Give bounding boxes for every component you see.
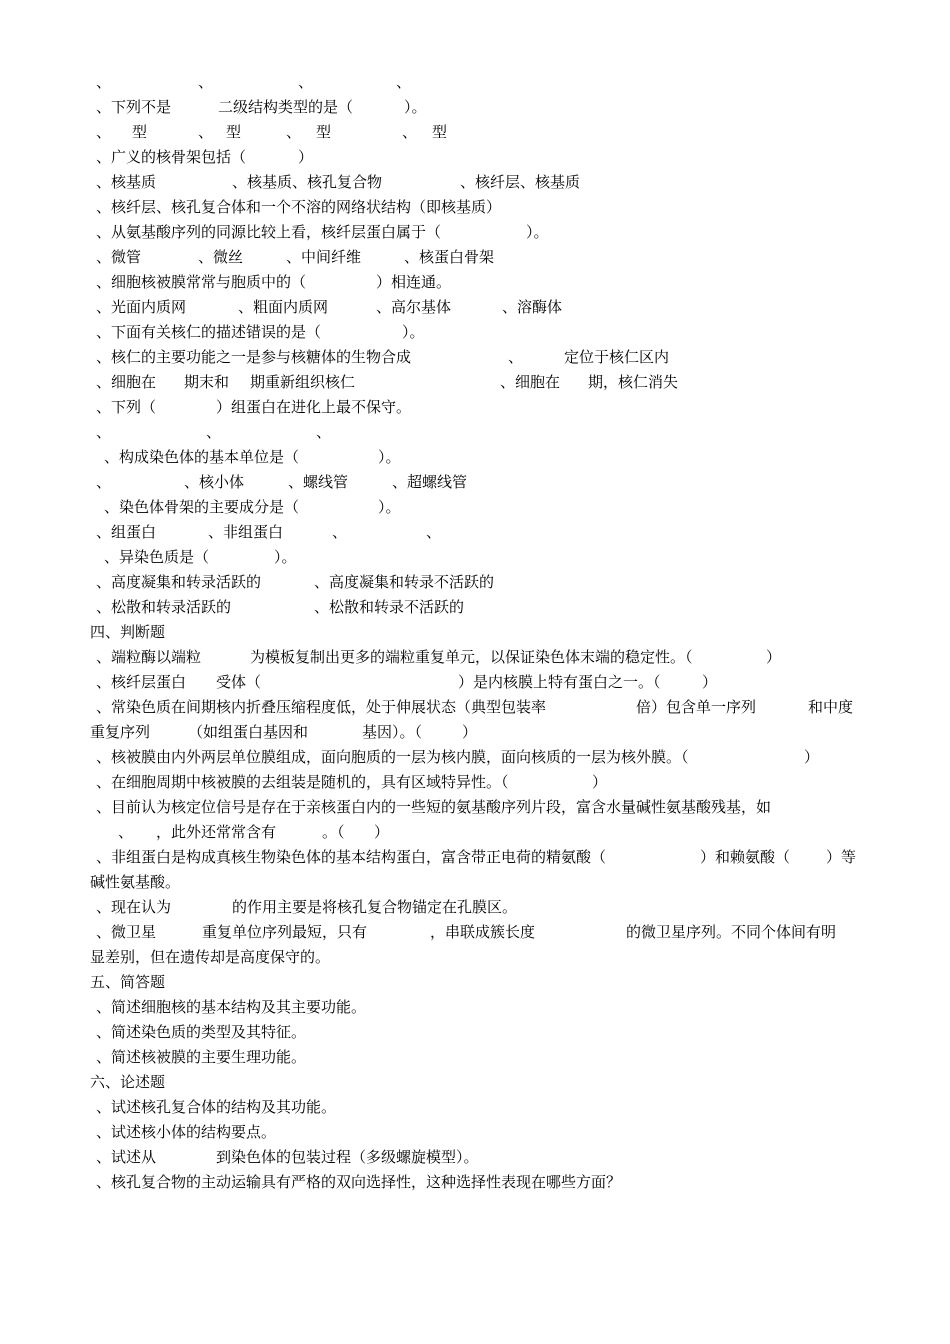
text-line: 重复序列 <box>90 723 151 741</box>
text-line: 、核孔复合物的主动运输具有严格的双向选择性，这种选择性表现在哪些方面？ <box>96 1173 622 1191</box>
text-line: 、核纤层蛋白 <box>96 673 187 691</box>
text-line: 型 <box>432 123 448 141</box>
text-line: 、 <box>96 473 112 491</box>
text-line: 、核纤层、核基质 <box>460 173 581 191</box>
text-line: 基因）。（ <box>362 723 423 741</box>
text-line: 、试述从 <box>96 1148 157 1166</box>
text-line: ） <box>766 648 782 666</box>
text-line: 期末和 <box>184 373 230 391</box>
text-line: 、核基质 <box>96 173 157 191</box>
text-line: 、 <box>96 123 112 141</box>
text-line: 到染色体的包装过程（多级螺旋模型）。 <box>216 1148 479 1166</box>
text-line: 、试述核孔复合体的结构及其功能。 <box>96 1098 337 1116</box>
text-line: 、 <box>508 348 524 366</box>
text-line: ）。 <box>274 548 297 566</box>
section-heading: 五、简答题 <box>90 973 166 991</box>
text-line: 、微管 <box>96 248 142 266</box>
text-line: 、松散和转录不活跃的 <box>314 598 465 616</box>
text-line: ）。 <box>402 323 425 341</box>
text-line: 、高度凝集和转录活跃的 <box>96 573 262 591</box>
text-line: ）等 <box>826 848 857 866</box>
text-line: 型 <box>226 123 242 141</box>
text-line: ）。 <box>526 223 549 241</box>
text-line: 的微卫星序列。不同个体间有明 <box>626 923 837 941</box>
text-line: 。（ <box>322 823 345 841</box>
text-line: ，此外还常常含有 <box>156 823 277 841</box>
text-line: 、光面内质网 <box>96 298 187 316</box>
text-line: 、核纤层、核孔复合体和一个不溶的网络状结构（即核基质） <box>96 198 502 216</box>
text-line: 、细胞在 <box>500 373 561 391</box>
text-line: 、 <box>198 123 214 141</box>
text-line: 、试述核小体的结构要点。 <box>96 1123 277 1141</box>
text-line: 、溶酶体 <box>502 298 563 316</box>
text-line: 受体（ <box>216 673 262 691</box>
text-line: 定位于核仁区内 <box>564 348 670 366</box>
text-line: 、微丝 <box>198 248 244 266</box>
text-line: ） <box>592 773 608 791</box>
text-line: 、简述核被膜的主要生理功能。 <box>96 1048 307 1066</box>
text-line: ） <box>462 723 478 741</box>
text-line: 、下面有关核仁的描述错误的是（ <box>96 323 322 341</box>
text-line: 、组蛋白 <box>96 523 157 541</box>
text-line: 、 <box>298 73 314 91</box>
text-line: 、 <box>426 523 442 541</box>
text-line: 、下列不是 <box>96 98 172 116</box>
text-line: ，串联成簇长度 <box>430 923 536 941</box>
text-line: （如组蛋白基因和 <box>188 723 309 741</box>
text-line: 、细胞核被膜常常与胞质中的（ <box>96 273 307 291</box>
text-line: 倍）包含单一序列 <box>636 698 757 716</box>
text-line: 碱性氨基酸。 <box>90 873 181 891</box>
text-line: 、目前认为核定位信号是存在于亲核蛋白内的一些短的氨基酸序列片段，富含水量碱性氨基酸残基，如 <box>96 798 772 816</box>
text-line: 、高度凝集和转录不活跃的 <box>314 573 495 591</box>
text-line: 的作用主要是将核孔复合物锚定在孔膜区。 <box>232 898 518 916</box>
text-line: 、核被膜由内外两层单位膜组成，面向胞质的一层为核内膜，面向核质的一层为核外膜。（ <box>96 748 689 766</box>
text-line: 和中度 <box>808 698 854 716</box>
text-line: 、超螺线管 <box>392 473 468 491</box>
text-line: 、 <box>286 123 302 141</box>
text-line: 显差别，但在遗传却是高度保守的。 <box>90 948 331 966</box>
text-line: 型 <box>132 123 148 141</box>
text-line: 、 <box>96 73 112 91</box>
section-heading: 四、判断题 <box>90 623 166 641</box>
text-line: ）和赖氨酸（ <box>700 848 791 866</box>
text-line: 、异染色质是（ <box>104 548 210 566</box>
text-line: ）相连通。 <box>376 273 452 291</box>
text-line: 、 <box>316 423 332 441</box>
text-line: ） <box>374 823 390 841</box>
text-line: 、现在认为 <box>96 898 172 916</box>
text-line: ）。 <box>378 448 401 466</box>
text-line: 期，核仁消失 <box>588 373 679 391</box>
text-line: ）组蛋白在进化上最不保守。 <box>216 398 412 416</box>
text-line: 、 <box>206 423 222 441</box>
text-line: ） <box>298 148 314 166</box>
text-line: 、高尔基体 <box>376 298 452 316</box>
text-line: 、下列（ <box>96 398 157 416</box>
text-line: 、非组蛋白 <box>208 523 284 541</box>
text-line: 、粗面内质网 <box>238 298 329 316</box>
text-line: 、核基质、核孔复合物 <box>232 173 383 191</box>
text-line: 、 <box>96 423 112 441</box>
text-line: 、微卫星 <box>96 923 157 941</box>
text-line: 期重新组织核仁 <box>250 373 356 391</box>
text-line: ）。 <box>404 98 427 116</box>
text-line: 二级结构类型的是（ <box>218 98 354 116</box>
text-line: 、简述细胞核的基本结构及其主要功能。 <box>96 998 367 1016</box>
text-line: 、螺线管 <box>288 473 349 491</box>
text-line: 、核蛋白骨架 <box>404 248 495 266</box>
text-line: 、中间纤维 <box>286 248 362 266</box>
text-line: 、广义的核骨架包括（ <box>96 148 247 166</box>
text-line: 、染色体骨架的主要成分是（ <box>104 498 300 516</box>
text-line: 、 <box>118 823 134 841</box>
text-line: 、 <box>198 73 214 91</box>
text-line: 为模板复制出更多的端粒重复单元，以保证染色体末端的稳定性。（ <box>250 648 693 666</box>
text-line: 型 <box>316 123 332 141</box>
text-line: 、细胞在 <box>96 373 157 391</box>
text-line: 、从氨基酸序列的同源比较上看，核纤层蛋白属于（ <box>96 223 442 241</box>
text-line: ） <box>804 748 820 766</box>
text-line: 、 <box>332 523 348 541</box>
text-line: ）。 <box>378 498 401 516</box>
text-line: 、松散和转录活跃的 <box>96 598 232 616</box>
text-line: 、核小体 <box>184 473 245 491</box>
text-line: 、构成染色体的基本单位是（ <box>104 448 300 466</box>
text-line: 、在细胞周期中核被膜的去组装是随机的，具有区域特异性。（ <box>96 773 509 791</box>
text-line: 、核仁的主要功能之一是参与核糖体的生物合成 <box>96 348 412 366</box>
text-line: 、简述染色质的类型及其特征。 <box>96 1023 307 1041</box>
text-line: 、 <box>396 73 412 91</box>
section-heading: 六、论述题 <box>90 1073 166 1091</box>
text-line: ）是内核膜上特有蛋白之一。（ <box>458 673 661 691</box>
text-line: 、端粒酶以端粒 <box>96 648 202 666</box>
text-line: 、常染色质在间期核内折叠压缩程度低，处于伸展状态（典型包装率 <box>96 698 547 716</box>
text-line: ） <box>702 673 718 691</box>
text-line: 、非组蛋白是构成真核生物染色体的基本结构蛋白，富含带正电荷的精氨酸（ <box>96 848 607 866</box>
text-line: 、 <box>402 123 418 141</box>
text-line: 重复单位序列最短，只有 <box>202 923 368 941</box>
